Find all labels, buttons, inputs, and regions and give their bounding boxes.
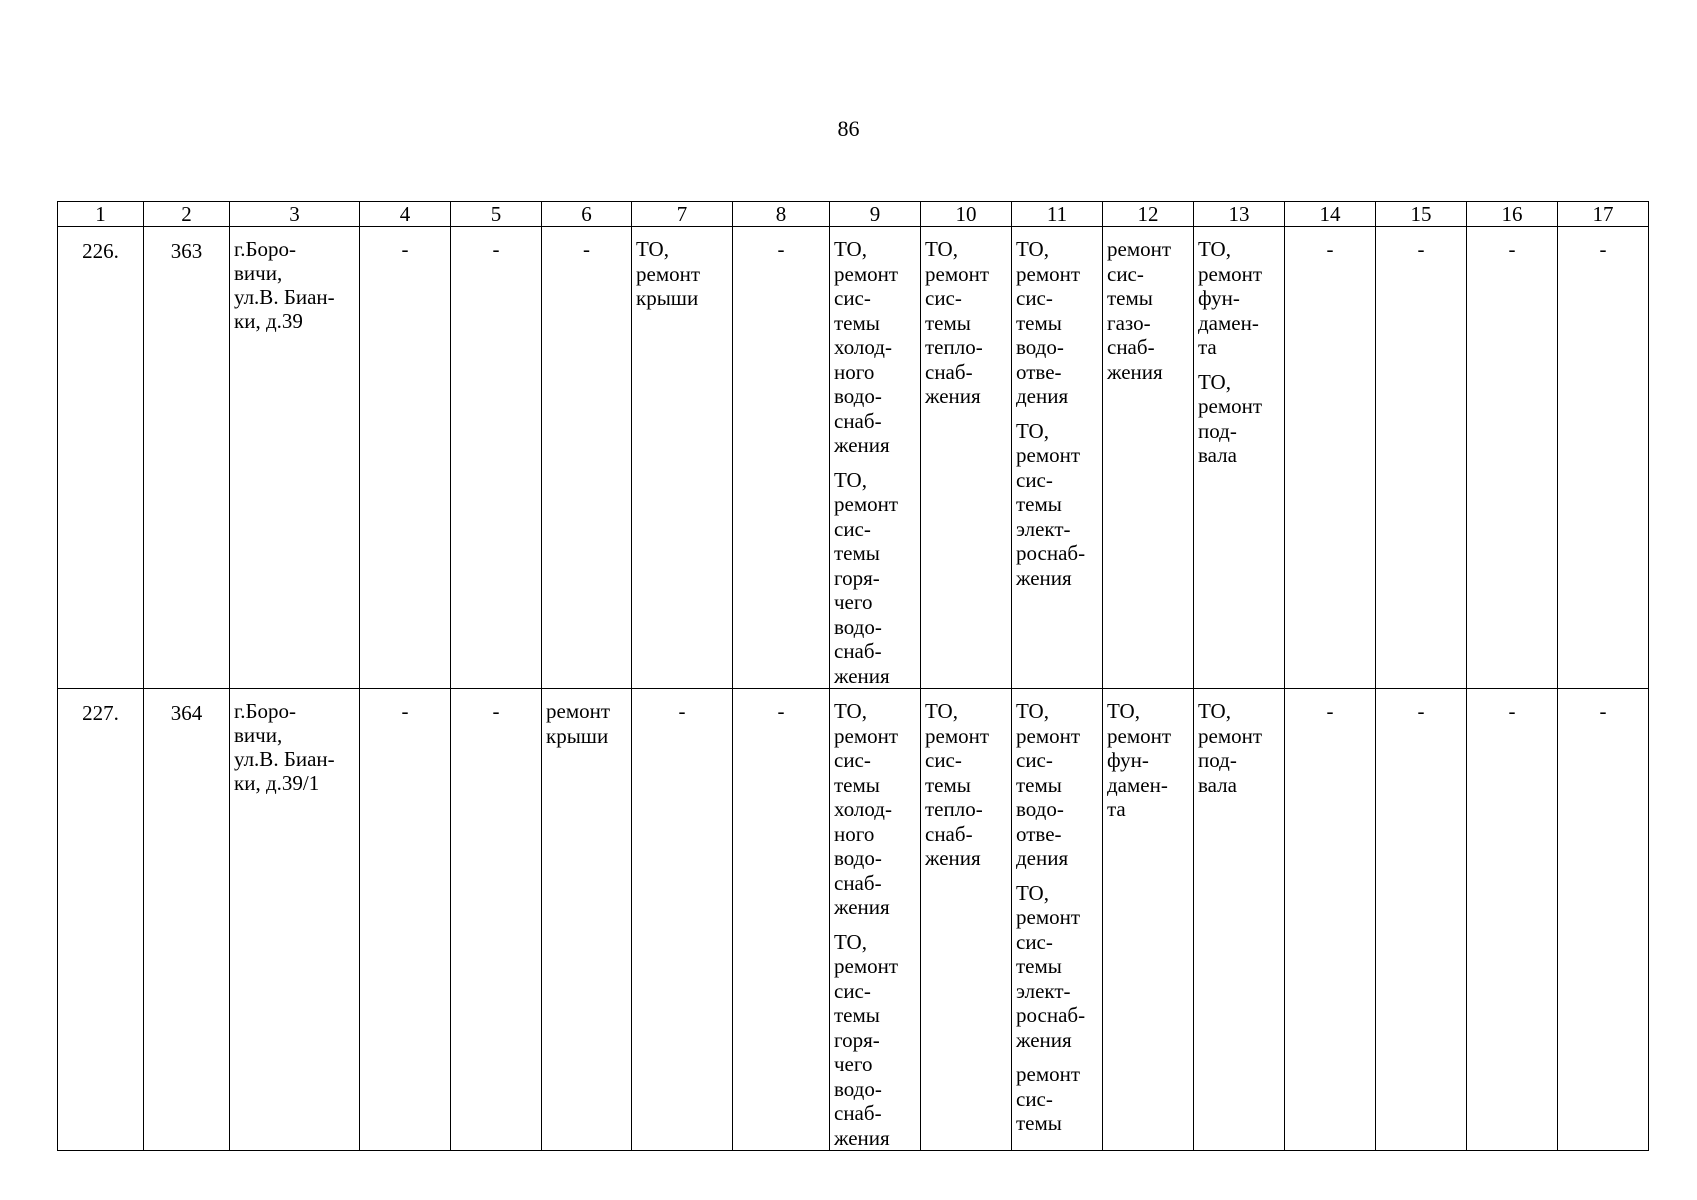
empty-dash: -: [678, 699, 686, 723]
table-cell-col-5: [451, 689, 542, 1151]
cell-paragraph: ТО, ремонт сис- темы водо- отве- дения: [1016, 699, 1081, 870]
table-cell-col-9: [830, 689, 921, 1151]
header-cell: 1: [58, 202, 144, 227]
cell-paragraph: ТО, ремонт сис- темы водо- отве- дения: [1016, 237, 1081, 408]
cell-paragraph: ТО, ремонт сис- темы тепло- снаб- жения: [925, 699, 990, 870]
cell-paragraph: ТО, ремонт сис- темы элект- роснаб- жения: [1016, 880, 1086, 1052]
table-cell-col-6: [542, 227, 632, 689]
empty-dash: -: [583, 237, 590, 261]
header-cell: 13: [1194, 202, 1285, 227]
header-cell: 11: [1012, 202, 1103, 227]
object-number: 364: [170, 701, 203, 725]
empty-dash: -: [1417, 237, 1425, 261]
table-cell-col-10: [921, 689, 1012, 1151]
header-cell: 5: [451, 202, 542, 227]
empty-dash: -: [401, 237, 409, 261]
empty-dash: -: [777, 237, 785, 261]
empty-dash: -: [777, 699, 785, 723]
row-number: 227.: [82, 701, 119, 725]
empty-dash: -: [1599, 699, 1607, 723]
table-row: [58, 227, 1649, 689]
cell-paragraph: ТО, ремонт фун- дамен- та: [1198, 237, 1263, 359]
table-cell-col-1: [58, 227, 144, 689]
address-text: г.Боро- вичи, ул.В. Биан- ки, д.39: [234, 237, 335, 333]
table-cell-col-2: [144, 689, 230, 1151]
table-cell-col-5: [451, 227, 542, 689]
table-cell-col-7: [632, 689, 733, 1151]
cell-paragraph: ТО, ремонт сис- темы холод- ного водо- снаб- жения: [834, 237, 899, 457]
cell-paragraph: ТО, ремонт крыши: [636, 237, 701, 310]
cell-paragraph: ТО, ремонт сис- темы горя- чего водо- снаб- жения: [834, 467, 899, 688]
table-cell-col-16: [1467, 227, 1558, 689]
header-cell: 7: [632, 202, 733, 227]
cell-paragraph: ТО, ремонт сис- темы элект- роснаб- жения: [1016, 418, 1086, 590]
table-cell-col-15: [1376, 227, 1467, 689]
header-cell: 15: [1376, 202, 1467, 227]
header-cell: 17: [1558, 202, 1649, 227]
page-number: 86: [837, 116, 860, 141]
empty-dash: -: [1599, 237, 1607, 261]
table-cell-col-13: [1194, 689, 1285, 1151]
table-cell-col-3: [230, 227, 360, 689]
cell-paragraph: ТО, ремонт под- вала: [1198, 369, 1263, 467]
table-cell-col-7: [632, 227, 733, 689]
header-cell: 12: [1103, 202, 1194, 227]
works-table: [57, 201, 1649, 1151]
table-cell-col-6: [542, 689, 632, 1151]
empty-dash: -: [1508, 237, 1516, 261]
table-cell-col-14: [1285, 689, 1376, 1151]
table-cell-col-12: [1103, 227, 1194, 689]
object-number: 363: [170, 239, 203, 263]
table-cell-col-11: [1012, 227, 1103, 689]
header-cell: 4: [360, 202, 451, 227]
cell-paragraph: ремонт сис- темы: [1016, 1062, 1081, 1135]
cell-paragraph: ТО, ремонт сис- темы горя- чего водо- снаб- жения: [834, 929, 899, 1150]
table-cell-col-8: [733, 689, 830, 1151]
table-cell-col-4: [360, 689, 451, 1151]
header-row: [58, 202, 1649, 227]
table-cell-col-10: [921, 227, 1012, 689]
table-cell-col-8: [733, 227, 830, 689]
table-cell-col-17: [1558, 689, 1649, 1151]
header-cell: 8: [733, 202, 830, 227]
row-number: 226.: [82, 239, 119, 263]
address-text: г.Боро- вичи, ул.В. Биан- ки, д.39/1: [234, 699, 335, 795]
cell-paragraph: ТО, ремонт под- вала: [1198, 699, 1263, 797]
table-cell-col-14: [1285, 227, 1376, 689]
empty-dash: -: [1326, 699, 1334, 723]
empty-dash: -: [1417, 699, 1425, 723]
cell-paragraph: ТО, ремонт сис- темы тепло- снаб- жения: [925, 237, 990, 408]
table-cell-col-12: [1103, 689, 1194, 1151]
cell-paragraph: ремонт сис- темы газо- снаб- жения: [1107, 237, 1172, 384]
header-cell: 9: [830, 202, 921, 227]
cell-paragraph: ремонт крыши: [546, 699, 611, 748]
table-row: [58, 689, 1649, 1151]
table-cell-col-15: [1376, 689, 1467, 1151]
table-cell-col-3: [230, 689, 360, 1151]
table-cell-col-9: [830, 227, 921, 689]
empty-dash: -: [492, 699, 500, 723]
table-cell-col-2: [144, 227, 230, 689]
header-cell: 3: [230, 202, 360, 227]
cell-paragraph: ТО, ремонт сис- темы холод- ного водо- снаб- жения: [834, 699, 899, 919]
empty-dash: -: [401, 699, 409, 723]
header-cell: 16: [1467, 202, 1558, 227]
header-cell: 6: [542, 202, 632, 227]
header-cell: 2: [144, 202, 230, 227]
cell-paragraph: ТО, ремонт фун- дамен- та: [1107, 699, 1172, 821]
empty-dash: -: [1508, 699, 1516, 723]
table-cell-col-17: [1558, 227, 1649, 689]
table-cell-col-1: [58, 689, 144, 1151]
header-cell: 14: [1285, 202, 1376, 227]
table-cell-col-13: [1194, 227, 1285, 689]
table-cell-col-16: [1467, 689, 1558, 1151]
empty-dash: -: [1326, 237, 1334, 261]
empty-dash: -: [492, 237, 500, 261]
header-cell: 10: [921, 202, 1012, 227]
table-cell-col-11: [1012, 689, 1103, 1151]
table-cell-col-4: [360, 227, 451, 689]
